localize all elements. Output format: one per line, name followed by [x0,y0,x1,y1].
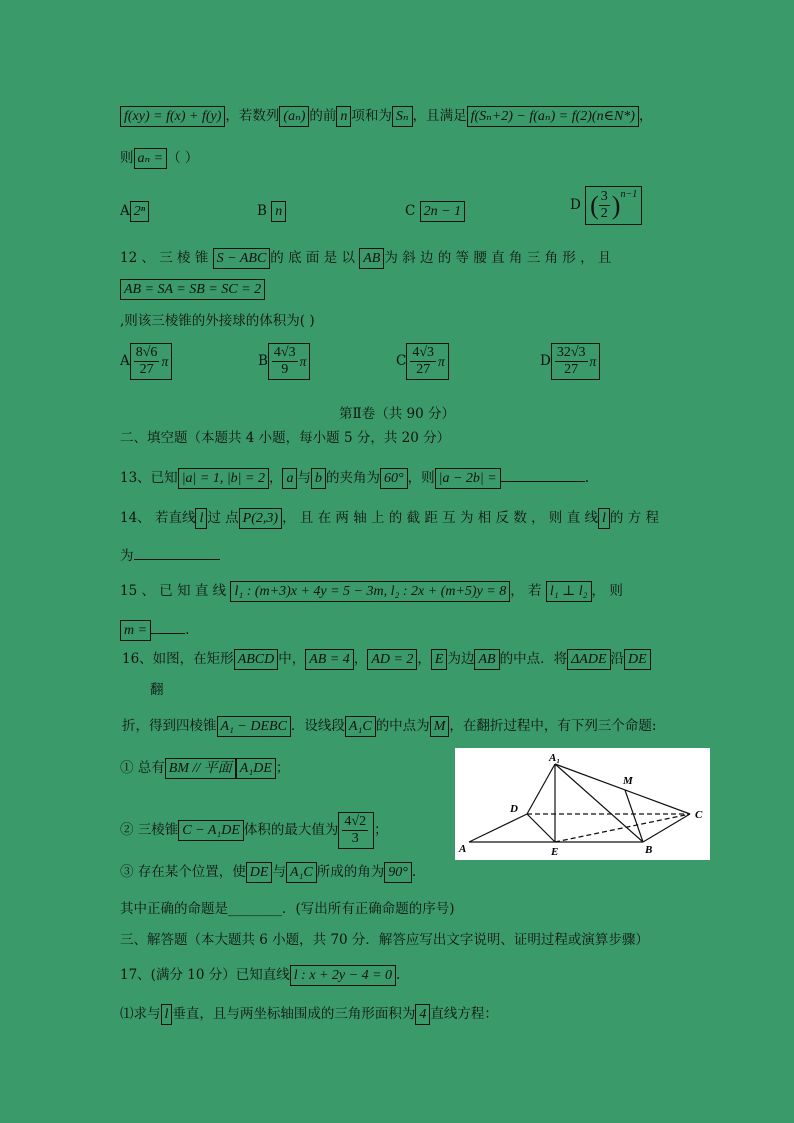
q14-line1: 14、 若直线 l 过 点 P(2,3) ， 且 在 两 轴 上 的 截 距 互 为 相 反 数 ， 则 直 线 l 的 方 程 [120,508,659,529]
math-formula: l : x + 2y − 4 = 0 [290,965,396,986]
option-value: $\frac{8√6}{27}$ π [130,343,172,380]
option-value: 2ⁿ [130,201,149,222]
option-value: ( $\frac{3}{2}$ ) $^{n-1}$ [585,186,642,225]
math-formula: a [282,468,297,489]
q12-option-b[interactable]: B $\frac{4√3}{9}$ π [258,343,310,380]
math-formula: n [336,106,351,127]
label-a: A [459,843,467,855]
math-formula: A₁C [345,716,376,737]
math-formula: BM // 平面 [165,758,236,779]
math-formula: l [161,1004,173,1025]
q15-line2: m = . [120,619,189,641]
option-value: $\frac{4√3}{9}$ π [268,343,310,380]
math-formula: 90° [384,862,412,883]
q11-line1: f(xy) = f(x) + f(y) ，若数列 (aₙ) 的前 n 项和为 Sₙ ，且满足 f(Sₙ+2) − f(aₙ) = f(2)(n∈N*) ， [120,106,652,127]
math-formula: AB = SA = SB = SC = 2 [120,279,265,300]
q16-line2: 折，得到四棱锥 A₁ − DEBC ．设线段 A₁C 的中点为 M ，在翻折过程中，有下列三个命题: [122,716,656,737]
math-formula: 4 [415,1004,430,1025]
math-formula: A₁C [286,862,317,883]
math-formula: f(Sₙ+2) − f(aₙ) = f(2)(n∈N*) [467,106,639,127]
math-formula: ABCD [234,649,279,670]
answer-blank[interactable] [501,467,585,482]
math-formula: ΔADE [567,649,610,670]
label-d: D [510,803,518,815]
math-formula: l₁ : (m+3)x + 4y = 5 − 3m, l₂ : 2x + (m+5)y = 8 [230,581,510,602]
math-fraction: $\frac{4√2}{3}$ [338,812,374,849]
section2-title: 第Ⅱ卷（共 90 分） [339,406,455,422]
section2-fill-heading: 二、填空题（本题共 4 小题，每小题 5 分，共 20 分） [120,430,451,446]
option-value: $\frac{32√3}{27}$ π [551,343,600,380]
q12-option-c[interactable]: C $\frac{4√3}{27}$ π [396,343,449,380]
math-formula: aₙ = [134,148,168,169]
pyramid-figure [455,748,710,860]
math-formula: |a| = 1, |b| = 2 [178,468,269,489]
math-formula: E [431,649,448,670]
math-formula: DE [246,862,273,883]
q14-line2: 为 [120,545,220,566]
math-formula: l [598,508,610,529]
q11-option-c[interactable]: C 2n − 1 [405,201,465,222]
option-value: $\frac{4√3}{27}$ π [406,343,448,380]
q12-option-d[interactable]: D $\frac{32√3}{27}$ π [540,343,600,380]
math-formula: AB [474,649,499,670]
math-formula: P(2,3) [239,508,282,529]
q11-option-a[interactable]: A 2ⁿ [120,201,149,222]
math-formula: |a − 2b| = [435,468,501,489]
option-value: n [271,201,286,222]
q16-statement-3: ③ 存在某个位置，使 DE 与 A₁C 所成的角为 90° . [120,862,416,883]
q16-conclusion: 其中正确的命题是________．(写出所有正确命题的序号) [120,901,455,917]
label-m: M [623,775,633,787]
math-formula: (aₙ) [279,106,309,127]
math-formula: 60° [380,468,408,489]
q16-line1: 16、如图，在矩形 ABCD 中， AB = 4 ， AD = 2 ， E 为边 AB 的中点．将 ΔADE 沿 DE [122,649,651,670]
option-value: 2n − 1 [420,201,465,222]
pyramid-diagram [455,748,710,860]
answer-blank[interactable] [151,619,185,634]
q12-line2 [120,279,265,300]
answer-blank[interactable] [134,545,220,560]
math-formula: A₁DE [236,758,276,779]
q17-stem: 17、(满分 10 分）已知直线 l : x + 2y − 4 = 0 . [120,965,400,986]
q11-line2: 则 aₙ = （ ） [120,148,198,169]
label-c: C [695,809,703,821]
math-formula: DE [624,649,651,670]
q15-line1: 15 、 已 知 直 线 l₁ : (m+3)x + 4y = 5 − 3m, l₂ : 2x + (m+5)y = 8 ， 若 l₁ ⊥ l₂ ， 则 [120,581,623,602]
label-e: E [551,846,559,858]
math-formula: A₁ − DEBC [217,716,291,737]
label-b: B [645,844,653,856]
math-formula: b [311,468,326,489]
math-formula: M [430,716,450,737]
q17-part1: ⑴求与 l 垂直，且与两坐标轴围成的三角形面积为 4 直线方程： [120,1004,498,1025]
q12-question: ,则该三棱锥的外接球的体积为( ) [120,313,315,329]
math-formula: l [195,508,207,529]
q11-option-d[interactable]: D ( $\frac{3}{2}$ ) $^{n-1}$ [570,186,642,225]
q12-line1: 12 、 三 棱 锥 S − ABC 的 底 面 是 以 AB 为 斜 边 的 等 腰 直 角 三 角 形 ， 且 [120,248,611,269]
q16-statement-2: ② 三棱锥 C − A₁DE 体积的最大值为 $\frac{4√2}{3}$ ； [120,812,388,849]
math-formula: Sₙ [392,106,413,127]
math-formula: f(xy) = f(x) + f(y) [120,106,225,127]
q16-fan: 翻 [150,682,164,698]
math-formula: S − ABC [213,248,271,269]
label-a1: A₁ [549,752,561,764]
math-formula: C − A₁DE [178,820,244,841]
q12-option-a[interactable]: A $\frac{8√6}{27}$ π [120,343,172,380]
q13: 13、已知 |a| = 1, |b| = 2 ， a 与 b 的夹角为 60° ，则 |a − 2b| = . [120,467,589,489]
q16-statement-1: ① 总有 BM // 平面 A₁DE ； [120,758,289,779]
math-formula: l₁ ⊥ l₂ [546,581,592,602]
math-formula: AB [359,248,384,269]
math-formula: AD = 2 [367,649,417,670]
q11-option-b[interactable]: B n [257,201,286,222]
math-formula: m = [120,620,151,641]
math-formula: AB = 4 [305,649,354,670]
section3-title: 三、解答题（本大题共 6 小题，共 70 分．解答应写出文字说明、证明过程或演算步骤） [120,932,649,948]
